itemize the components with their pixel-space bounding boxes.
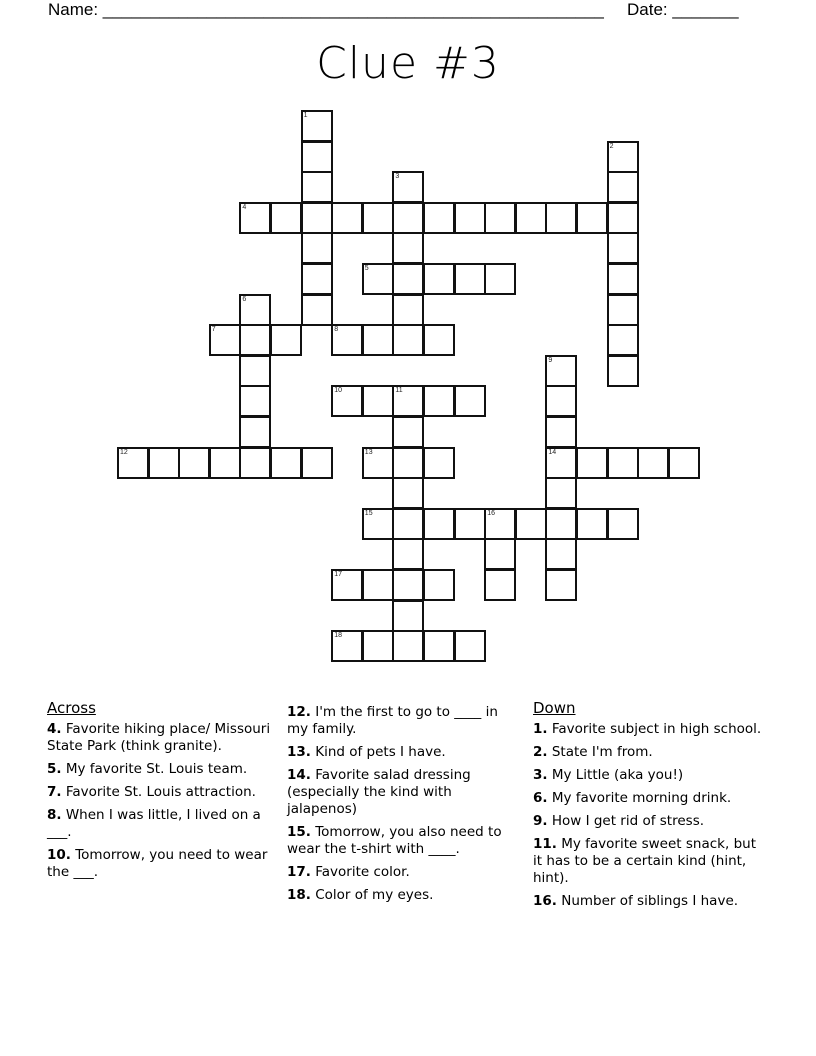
crossword-cell[interactable] [239, 202, 271, 234]
crossword-cell[interactable] [392, 263, 424, 295]
clue-item [287, 744, 522, 761]
crossword-cell[interactable] [607, 263, 639, 295]
crossword-cell[interactable] [576, 447, 608, 479]
cell-number: 6 [242, 295, 247, 303]
crossword-cell[interactable] [484, 508, 516, 540]
cell-number: 15 [364, 509, 373, 517]
cell-number: 14 [548, 448, 557, 456]
crossword-cell[interactable] [454, 385, 486, 417]
crossword-cell[interactable] [607, 324, 639, 356]
clue-item [287, 824, 522, 858]
clue-item [287, 704, 522, 738]
crossword-cell[interactable] [484, 263, 516, 295]
crossword-cell[interactable] [392, 508, 424, 540]
clue-text: Tomorrow, you also need to wear the t-shirt with ____. [287, 824, 502, 857]
crossword-cell[interactable] [209, 324, 241, 356]
crossword-cell[interactable] [484, 202, 516, 234]
crossword-cell[interactable] [392, 171, 424, 203]
crossword-cell[interactable] [423, 324, 455, 356]
clue-number: 9. [533, 813, 548, 829]
crossword-cell[interactable] [270, 324, 302, 356]
crossword-cell[interactable] [301, 202, 333, 234]
crossword-cell[interactable] [668, 447, 700, 479]
cell-number: 18 [334, 632, 342, 640]
clue-text: How I get rid of stress. [551, 813, 705, 829]
clue-item [533, 836, 768, 887]
clue-item [287, 864, 522, 881]
clue-number: 1. [533, 721, 548, 737]
clue-number: 2. [533, 744, 548, 760]
clue-text: My favorite morning drink. [551, 790, 732, 806]
crossword-cell[interactable] [607, 508, 639, 540]
clue-number: 12. [287, 704, 311, 720]
crossword-cell[interactable] [545, 569, 577, 601]
crossword-cell[interactable] [392, 569, 424, 601]
clue-number: 11. [533, 836, 557, 852]
clue-text: State I'm from. [551, 744, 653, 760]
crossword-cell[interactable] [331, 569, 363, 601]
cell-number: 4 [242, 203, 247, 211]
crossword-cell[interactable] [607, 202, 639, 234]
crossword-cell[interactable] [454, 508, 486, 540]
clue-item [47, 807, 282, 841]
crossword-cell[interactable] [392, 385, 424, 417]
clue-number: 3. [533, 767, 548, 783]
clue-number: 5. [47, 761, 62, 777]
crossword-cell[interactable] [392, 538, 424, 570]
crossword-cell[interactable] [362, 569, 394, 601]
clue-text: Kind of pets I have. [315, 744, 446, 760]
clue-text: Color of my eyes. [315, 887, 434, 903]
crossword-cell[interactable] [484, 569, 516, 601]
crossword-cell[interactable] [576, 202, 608, 234]
cell-number: 3 [395, 173, 400, 181]
crossword-cell[interactable] [607, 232, 639, 264]
clue-number: 7. [47, 784, 62, 800]
crossword-cell[interactable] [484, 538, 516, 570]
crossword-cell[interactable] [545, 416, 577, 448]
crossword-cell[interactable] [301, 263, 333, 295]
crossword-cell[interactable] [270, 447, 302, 479]
clue-item [533, 893, 768, 910]
clue-number: 15. [287, 824, 311, 840]
cell-number: 9 [548, 356, 553, 364]
crossword-cell[interactable] [423, 569, 455, 601]
cell-number: 5 [364, 265, 369, 272]
clue-text: Favorite St. Louis attraction. [65, 784, 256, 800]
clue-item [47, 721, 282, 755]
crossword-cell[interactable] [423, 447, 455, 479]
crossword-cell[interactable] [423, 202, 455, 234]
clue-text: When I was little, I lived on a ___. [47, 807, 261, 840]
down-clues-column [533, 700, 768, 916]
crossword-cell[interactable] [454, 202, 486, 234]
crossword-cell[interactable] [239, 447, 271, 479]
clue-item [47, 761, 282, 778]
clue-item [533, 813, 768, 830]
crossword-cell[interactable] [454, 263, 486, 295]
crossword-cell[interactable] [392, 477, 424, 509]
clue-text: My favorite sweet snack, but it has to be a certain kind (hint, hint). [533, 836, 756, 886]
crossword-cell[interactable] [301, 171, 333, 203]
crossword-cell[interactable] [607, 171, 639, 203]
clue-item [533, 790, 768, 807]
crossword-cell[interactable] [301, 232, 333, 264]
crossword-cell[interactable] [515, 508, 547, 540]
crossword-cell[interactable] [392, 324, 424, 356]
crossword-cell[interactable] [392, 294, 424, 326]
crossword-cell[interactable] [362, 385, 394, 417]
crossword-cell[interactable] [239, 324, 271, 356]
page-title: Clue #3 [316, 38, 500, 89]
cell-number: 12 [120, 448, 128, 456]
crossword-cell[interactable] [423, 263, 455, 295]
crossword-cell[interactable] [545, 385, 577, 417]
crossword-cell[interactable] [392, 600, 424, 632]
crossword-cell[interactable] [117, 447, 149, 479]
crossword-cell[interactable] [545, 202, 577, 234]
crossword-cell[interactable] [362, 324, 394, 356]
clue-number: 14. [287, 767, 311, 783]
crossword-cell[interactable] [239, 294, 271, 326]
clue-item [47, 847, 282, 881]
crossword-cell[interactable] [515, 202, 547, 234]
crossword-cell[interactable] [178, 447, 210, 479]
clue-text: Favorite salad dressing (especially the kind with jalapenos) [287, 767, 471, 817]
cell-number: 2 [609, 142, 614, 150]
clue-text: Favorite subject in high school. [551, 721, 762, 737]
crossword-cell[interactable] [331, 630, 363, 662]
crossword-cell[interactable] [545, 355, 577, 387]
crossword-cell[interactable] [545, 508, 577, 540]
crossword-cell[interactable] [301, 141, 333, 173]
crossword-cell[interactable] [331, 324, 363, 356]
clue-number: 4. [47, 721, 62, 737]
clue-text: My favorite St. Louis team. [65, 761, 248, 777]
crossword-cell[interactable] [301, 110, 333, 142]
crossword-cell[interactable] [423, 630, 455, 662]
clue-item [533, 767, 768, 784]
crossword-cell[interactable] [301, 294, 333, 326]
crossword-cell[interactable] [545, 477, 577, 509]
clue-number: 8. [47, 807, 62, 823]
crossword-cell[interactable] [545, 538, 577, 570]
clue-number: 18. [287, 887, 311, 903]
clue-item [47, 784, 282, 801]
clue-item [287, 767, 522, 818]
crossword-cell[interactable] [362, 447, 394, 479]
down-heading: Down [533, 699, 576, 717]
name-field[interactable]: Name: _____________________________________________________ [48, 0, 604, 19]
across-heading: Across [47, 699, 96, 717]
crossword-cell[interactable] [362, 508, 394, 540]
crossword-cell[interactable] [270, 202, 302, 234]
cell-number: 11 [395, 387, 403, 395]
cell-number: 1 [303, 112, 308, 119]
crossword-cell[interactable] [637, 447, 669, 479]
cell-number: 16 [487, 509, 495, 517]
clue-text: Tomorrow, you need to wear the ___. [47, 847, 268, 880]
crossword-cell[interactable] [239, 416, 271, 448]
crossword-cell[interactable] [423, 385, 455, 417]
crossword-cell[interactable] [239, 385, 271, 417]
cell-number: 13 [364, 448, 373, 456]
across-clues-column-1 [47, 700, 282, 887]
crossword-cell[interactable] [423, 508, 455, 540]
clue-number: 10. [47, 847, 71, 863]
clue-item [287, 887, 522, 904]
crossword-cell[interactable] [392, 447, 424, 479]
crossword-cell[interactable] [362, 202, 394, 234]
clue-number: 16. [533, 893, 557, 909]
crossword-cell[interactable] [148, 447, 180, 479]
clue-number: 6. [533, 790, 548, 806]
crossword-cell[interactable] [607, 355, 639, 387]
crossword-cell[interactable] [301, 447, 333, 479]
crossword-cell[interactable] [392, 232, 424, 264]
clue-text: Favorite hiking place/ Missouri State Park (think granite). [47, 721, 271, 754]
clue-text: Favorite color. [315, 864, 410, 880]
date-field[interactable]: Date: _______ [627, 0, 739, 19]
clue-text: Number of siblings I have. [561, 893, 739, 909]
cell-number: 10 [334, 387, 342, 395]
clue-item [533, 721, 768, 738]
crossword-cell[interactable] [362, 263, 394, 295]
clue-text: My Little (aka you!) [551, 767, 684, 783]
cell-number: 8 [334, 326, 339, 334]
across-clues-column-2 [287, 704, 522, 910]
clue-number: 13. [287, 744, 311, 760]
crossword-cell[interactable] [392, 630, 424, 662]
crossword-cell[interactable] [607, 141, 639, 173]
crossword-cell[interactable] [392, 416, 424, 448]
crossword-cell[interactable] [331, 202, 363, 234]
crossword-cell[interactable] [545, 447, 577, 479]
crossword-cell[interactable] [331, 385, 363, 417]
crossword-cell[interactable] [239, 355, 271, 387]
cell-number: 17 [334, 571, 342, 578]
crossword-cell[interactable] [209, 447, 241, 479]
crossword-cell[interactable] [576, 508, 608, 540]
crossword-cell[interactable] [392, 202, 424, 234]
clue-text: I'm the first to go to ____ in my family. [287, 704, 498, 737]
crossword-cell[interactable] [607, 294, 639, 326]
crossword-cell[interactable] [362, 630, 394, 662]
crossword-cell[interactable] [454, 630, 486, 662]
clue-item [533, 744, 768, 761]
cell-number: 7 [211, 326, 216, 334]
crossword-cell[interactable] [607, 447, 639, 479]
clue-number: 17. [287, 864, 311, 880]
